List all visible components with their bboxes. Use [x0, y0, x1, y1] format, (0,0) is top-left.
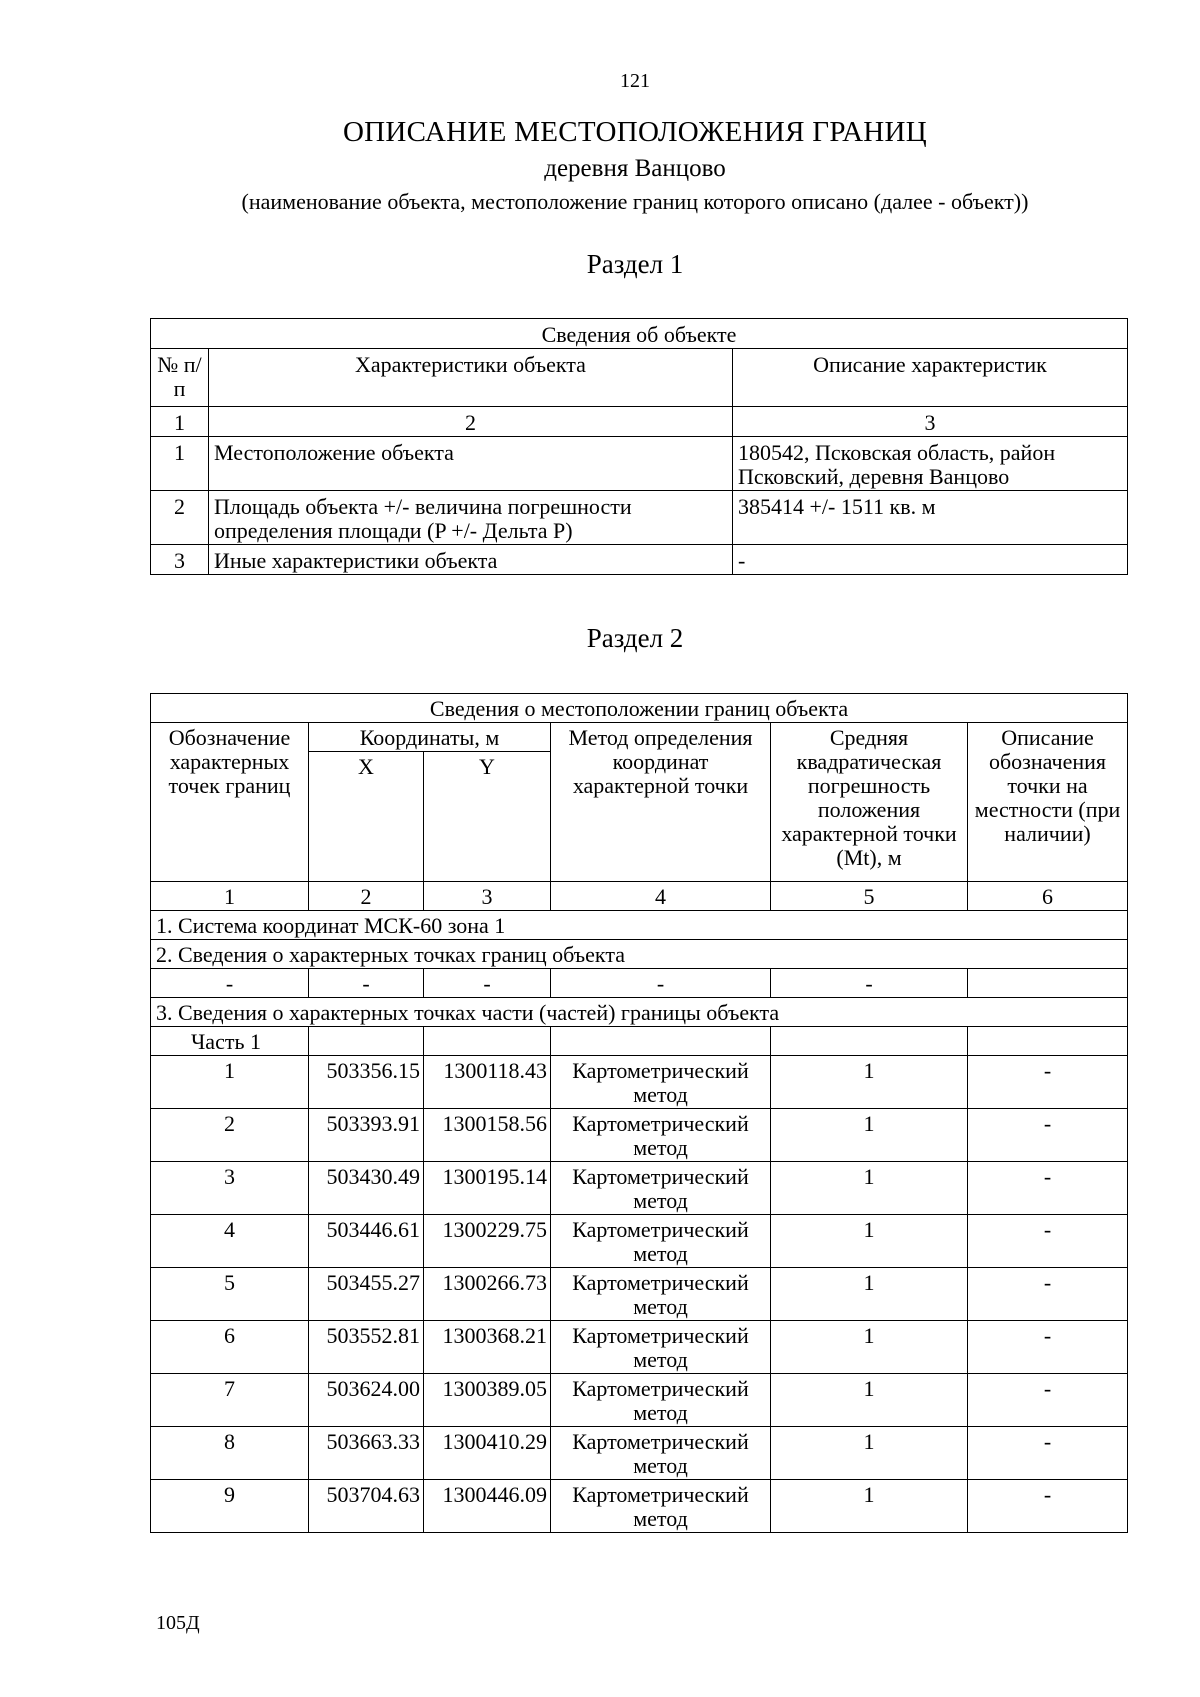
point-description: -: [968, 1056, 1128, 1109]
point-description: -: [968, 1109, 1128, 1162]
point-error: 1: [771, 1215, 968, 1268]
coordinate-system: 1. Система координат МСК-60 зона 1: [151, 911, 1128, 940]
point-y: 1300158.56: [424, 1109, 551, 1162]
point-number: 1: [151, 1056, 309, 1109]
column-number: 3: [733, 407, 1128, 437]
table-row: [151, 969, 1128, 998]
points-heading: 2. Сведения о характерных точках границ объекта: [151, 940, 1128, 969]
table-title-row: [151, 694, 1128, 723]
point-method: Картометрический метод: [551, 1109, 771, 1162]
point-error: 1: [771, 1374, 968, 1427]
points-body: [151, 1056, 1128, 1533]
point-error: 1: [771, 1109, 968, 1162]
point-method: Картометрический метод: [551, 1056, 771, 1109]
document-title: ОПИСАНИЕ МЕСТОПОЛОЖЕНИЯ ГРАНИЦ: [342, 116, 928, 148]
point-y: 1300368.21: [424, 1321, 551, 1374]
characteristic-name: Площадь объекта +/- величина погрешности определения площади (P +/- Дельта P): [209, 491, 733, 545]
header-row: [151, 723, 1128, 752]
point-error: 1: [771, 1427, 968, 1480]
header-coordinates: Координаты, м: [309, 723, 551, 752]
point-y: 1300410.29: [424, 1427, 551, 1480]
boundary-points-table: [150, 693, 1128, 1533]
point-description: -: [968, 1374, 1128, 1427]
point-description: -: [968, 1215, 1128, 1268]
point-method: Картометрический метод: [551, 1427, 771, 1480]
empty-point-cell: -: [151, 969, 309, 998]
column-number: 1: [151, 882, 309, 911]
point-y: 1300195.14: [424, 1162, 551, 1215]
point-error: 1: [771, 1321, 968, 1374]
column-number-row: [151, 407, 1128, 437]
point-method: Картометрический метод: [551, 1162, 771, 1215]
page-number: 121: [620, 70, 650, 92]
object-name: деревня Ванцово: [544, 155, 726, 182]
section2-heading: Раздел 2: [586, 623, 684, 653]
point-method: Картометрический метод: [551, 1215, 771, 1268]
point-error: 1: [771, 1162, 968, 1215]
point-description: -: [968, 1268, 1128, 1321]
part-label-row: [151, 1027, 1128, 1056]
table-row: [151, 1427, 1128, 1480]
column-number: 3: [424, 882, 551, 911]
table-title: Сведения об объекте: [151, 319, 1128, 349]
table-row: [151, 437, 1128, 491]
empty-error-cell: -: [771, 969, 968, 998]
point-x: 503430.49: [309, 1162, 424, 1215]
column-number: 2: [209, 407, 733, 437]
column-number: 5: [771, 882, 968, 911]
point-x: 503552.81: [309, 1321, 424, 1374]
header-error: Средняя квадратическая погрешность положения характерной точки (Mt), м: [771, 723, 968, 882]
row-number: 2: [151, 491, 209, 545]
point-number: 8: [151, 1427, 309, 1480]
points-heading-row: [151, 940, 1128, 969]
characteristic-value: 385414 +/- 1511 кв. м: [733, 491, 1128, 545]
point-description: -: [968, 1162, 1128, 1215]
empty-description-cell: [968, 969, 1128, 998]
table-row: [151, 1162, 1128, 1215]
point-x: 503446.61: [309, 1215, 424, 1268]
point-error: 1: [771, 1056, 968, 1109]
point-number: 4: [151, 1215, 309, 1268]
point-method: Картометрический метод: [551, 1480, 771, 1533]
point-description: -: [968, 1321, 1128, 1374]
point-number: 2: [151, 1109, 309, 1162]
point-y: 1300266.73: [424, 1268, 551, 1321]
point-error: 1: [771, 1480, 968, 1533]
characteristic-name: Иные характеристики объекта: [209, 545, 733, 575]
point-y: 1300446.09: [424, 1480, 551, 1533]
header-point-description: Описание обозначения точки на местности (при наличии): [968, 723, 1128, 882]
header-x: X: [309, 752, 424, 882]
point-number: 6: [151, 1321, 309, 1374]
column-number: 4: [551, 882, 771, 911]
table-row: [151, 1268, 1128, 1321]
table-title-row: [151, 319, 1128, 349]
point-y: 1300389.05: [424, 1374, 551, 1427]
point-number: 9: [151, 1480, 309, 1533]
section1-heading: Раздел 1: [586, 249, 684, 279]
header-point: Обозначение характерных точек границ: [151, 723, 309, 882]
header-y: Y: [424, 752, 551, 882]
object-name-caption: (наименование объекта, местоположение границ которого описано (далее - объект)): [241, 189, 1029, 214]
header-characteristic: Характеристики объекта: [209, 349, 733, 407]
parts-heading-row: [151, 998, 1128, 1027]
coordinate-system-row: [151, 911, 1128, 940]
point-error: 1: [771, 1268, 968, 1321]
parts-heading: 3. Сведения о характерных точках части (частей) границы объекта: [151, 998, 1128, 1027]
table-row: [151, 491, 1128, 545]
object-info-table: [150, 318, 1128, 575]
table-row: [151, 1480, 1128, 1533]
empty-y-cell: -: [424, 969, 551, 998]
row-number: 1: [151, 437, 209, 491]
point-number: 7: [151, 1374, 309, 1427]
empty-x-cell: -: [309, 969, 424, 998]
point-x: 503624.00: [309, 1374, 424, 1427]
point-number: 5: [151, 1268, 309, 1321]
table-title: Сведения о местоположении границ объекта: [151, 694, 1128, 723]
point-x: 503356.15: [309, 1056, 424, 1109]
column-number-row: [151, 882, 1128, 911]
table-row: [151, 1056, 1128, 1109]
point-y: 1300229.75: [424, 1215, 551, 1268]
point-method: Картометрический метод: [551, 1374, 771, 1427]
table-row: [151, 1215, 1128, 1268]
table-row: [151, 1374, 1128, 1427]
point-x: 503663.33: [309, 1427, 424, 1480]
point-method: Картометрический метод: [551, 1321, 771, 1374]
point-x: 503455.27: [309, 1268, 424, 1321]
header-row: [151, 349, 1128, 407]
characteristic-name: Местоположение объекта: [209, 437, 733, 491]
point-method: Картометрический метод: [551, 1268, 771, 1321]
part-label: Часть 1: [151, 1027, 309, 1056]
point-description: -: [968, 1480, 1128, 1533]
column-number: 2: [309, 882, 424, 911]
empty-method-cell: -: [551, 969, 771, 998]
footer-code: 105Д: [156, 1612, 200, 1634]
column-number: 1: [151, 407, 209, 437]
point-y: 1300118.43: [424, 1056, 551, 1109]
characteristic-value: -: [733, 545, 1128, 575]
point-x: 503704.63: [309, 1480, 424, 1533]
header-number: № п/п: [151, 349, 209, 407]
table-row: [151, 545, 1128, 575]
column-number: 6: [968, 882, 1128, 911]
point-number: 3: [151, 1162, 309, 1215]
point-x: 503393.91: [309, 1109, 424, 1162]
characteristic-value: 180542, Псковская область, район Псковский, деревня Ванцово: [733, 437, 1128, 491]
table-row: [151, 1321, 1128, 1374]
table-row: [151, 1109, 1128, 1162]
header-method: Метод определения координат характерной точки: [551, 723, 771, 882]
row-number: 3: [151, 545, 209, 575]
header-description: Описание характеристик: [733, 349, 1128, 407]
point-description: -: [968, 1427, 1128, 1480]
